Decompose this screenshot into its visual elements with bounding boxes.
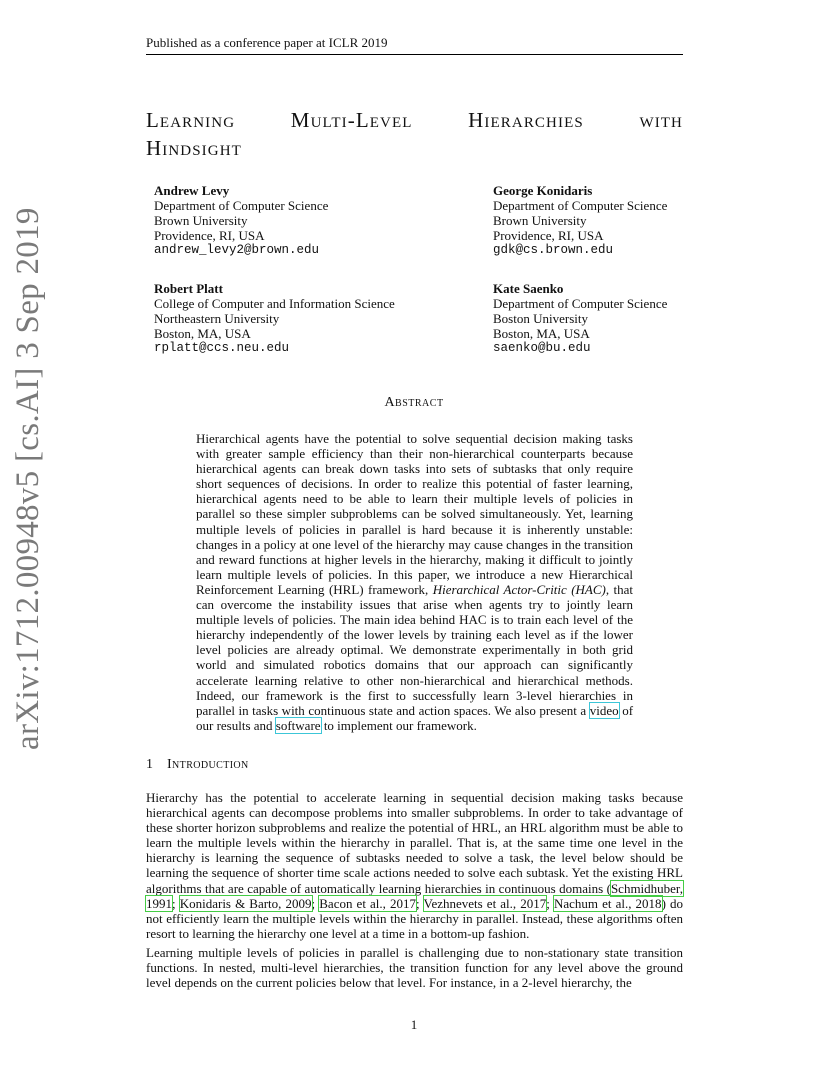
citation-link[interactable]: Konidaris & Barto, 2009 — [179, 895, 312, 911]
author-dept: Department of Computer Science — [154, 198, 329, 213]
author-dept: Department of Computer Science — [493, 296, 668, 311]
author-email[interactable]: saenko@bu.edu — [493, 341, 591, 355]
author-loc: Providence, RI, USA — [154, 228, 265, 243]
header-rule — [146, 54, 683, 55]
intro-paragraph-1: Hierarchy has the potential to accelerate learning in sequential decision making tasks because hierarchical agents can decompose problems into smaller subproblems. In order to take advantage of these shorter horizon subproblems and realize the potential of HRL, an HRL algorithm must be able to learn the multiple levels within the hierarchy in parallel. That is, at the same time one level in the hierarchy is learning the sequence of subtasks needed to solve a task, the level below should be learning the sequence of shorter time scale actions needed to solve each subtask. Yet the existing HRL algorithms that are capable of automatically learning hierarchies in continuous domains (Schmidhuber, 1991; Konidaris & Barto, 2009; Bacon et al., 2017; Vezhnevets et al., 2017; Nachum et al., 2018) do not efficiently learn the multiple levels within the hierarchy in parallel. Instead, these algorithms often resort to learning the hierarchy one level at a time in a bottom-up fashion. — [146, 790, 683, 941]
abstract-text: to implement our framework. — [323, 717, 477, 733]
abstract-text: Hierarchical agents have the potential to solve sequential decision making tasks with greater sample efficiency than their non-hierarchical counterparts because hierarchical agents can break down tasks into sets of subtasks that only require short sequences of decisions. In order to realize this potential of faster learning, hierarchical agents need to be able to learn their multiple levels of policies in parallel so these simpler subproblems can be solved simultaneously. Yet, learning multiple levels of policies in parallel is hard because it is inherently unstable: changes in a policy at one level of the hierarchy may cause changes in the transition and reward functions at higher levels in the hierarchy, making it difficult to jointly learn multiple levels of policies. In this paper, we introduce a new Hierarchical Reinforcement Learning (HRL) framework, — [196, 431, 633, 597]
author-email[interactable]: andrew_levy2@brown.edu — [154, 243, 320, 257]
author-loc: Boston, MA, USA — [154, 326, 251, 341]
author-email[interactable]: gdk@cs.brown.edu — [493, 243, 614, 257]
author-org: Northeastern University — [154, 311, 280, 326]
venue-header: Published as a conference paper at ICLR 2019 — [146, 35, 388, 50]
author-name: George Konidaris — [493, 183, 593, 198]
author-loc: Providence, RI, USA — [493, 228, 604, 243]
arxiv-identifier: arXiv:1712.00948v5 [cs.AI] 3 Sep 2019 — [10, 207, 46, 750]
intro-paragraph-2: Learning multiple levels of policies in parallel is challenging due to non-stationary state transition functions. In nested, multi-level hierarchies, the transition function for any level above the ground level depends on the current policies below that level. For instance, in a 2-level hierarchy, the — [146, 945, 683, 991]
author-dept: College of Computer and Information Science — [154, 296, 395, 311]
abstract-text: , that can overcome the instability issues that arise when agents try to jointly learn multiple levels of policies. The main idea behind HAC is to train each level of the hierarchy independently of the lower levels by training each level as if the lower level policies are already optimal. We demonstrate experimentally in both grid world and simulated robotics domains that our approach can significantly accelerate learning relative to other non-hierarchical and hierarchical methods. Indeed, our framework is the first to successfully learn 3-level hierarchies in parallel in tasks with continuous state and action spaces. We also present a — [196, 581, 633, 718]
author-block — [493, 183, 667, 258]
video-link[interactable]: video — [589, 702, 619, 718]
page-number: 1 — [410, 1017, 418, 1032]
citation-link[interactable]: Vezhnevets et al., 2017 — [423, 895, 547, 911]
author-org: Boston University — [493, 311, 588, 326]
paragraph-text: ) do not efficiently learn the multiple levels within the hierarchy in parallel. Instead, these algorithms often resort to learning the hierarchy one level at a time in a bottom-up fashion. — [146, 895, 683, 941]
abstract-body — [196, 431, 633, 733]
author-name: Kate Saenko — [493, 281, 564, 296]
section-heading — [146, 757, 249, 773]
citation-link[interactable]: Schmidhuber, 1991 — [146, 880, 683, 911]
author-block — [493, 281, 667, 356]
author-email[interactable]: rplatt@ccs.neu.edu — [154, 341, 290, 355]
author-name: Robert Platt — [154, 281, 223, 296]
abstract-text: of our results and — [196, 702, 634, 733]
paragraph-text: Hierarchy has the potential to accelerate learning in sequential decision making tasks because hierarchical agents can decompose problems into smaller subproblems. In order to take advantage of these shorter horizon subproblems and realize the potential of HRL, an HRL algorithm must be able to learn the multiple levels within the hierarchy in parallel. That is, at the same time one level in the hierarchy is learning the sequence of subtasks needed to solve a task, the level below should be learning the sequence of shorter time scale actions needed to solve each subtask. Yet the existing HRL algorithms that are capable of automatically learning hierarchies in continuous domains ( — [146, 790, 683, 896]
abstract-heading: Abstract — [384, 395, 444, 410]
abstract-emphasis: Hierarchical Actor-Critic (HAC) — [432, 581, 606, 597]
paper-title-line1: Learning Multi-Level Hierarchies with — [146, 108, 683, 132]
author-block — [154, 183, 328, 258]
section-number: 1 — [146, 757, 153, 772]
author-org: Brown University — [493, 213, 587, 228]
author-block — [154, 281, 395, 356]
citation-link[interactable]: Bacon et al., 2017 — [319, 895, 417, 911]
author-loc: Boston, MA, USA — [493, 326, 590, 341]
software-link[interactable]: software — [275, 717, 321, 733]
citation-link[interactable]: Nachum et al., 2018 — [553, 895, 662, 911]
author-org: Brown University — [154, 213, 248, 228]
paper-title-line2: Hindsight — [146, 136, 242, 160]
section-title: Introduction — [167, 757, 249, 772]
author-name: Andrew Levy — [154, 183, 230, 198]
author-dept: Department of Computer Science — [493, 198, 668, 213]
